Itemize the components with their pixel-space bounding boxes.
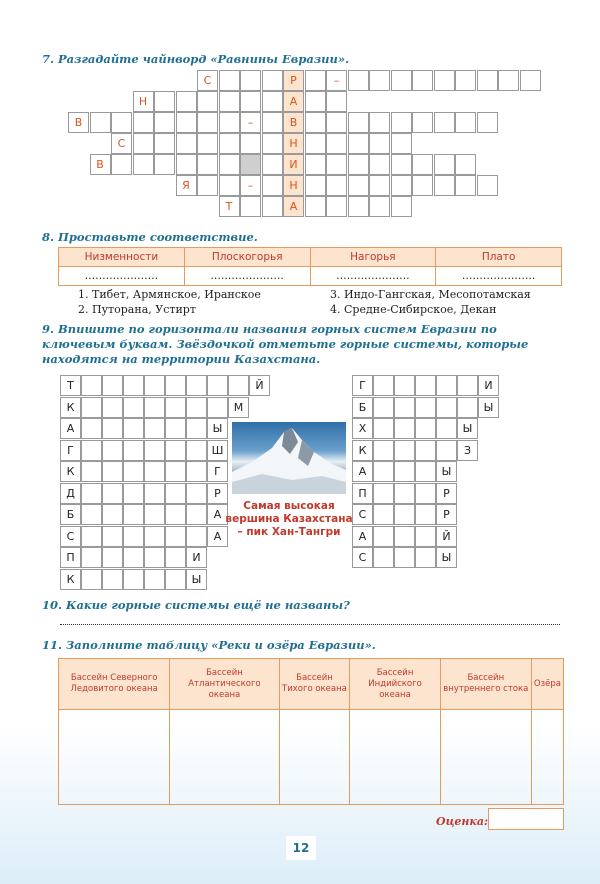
chainword-cell[interactable]	[219, 91, 240, 112]
mountain-cell[interactable]	[144, 504, 165, 525]
mountain-cell[interactable]: Б	[60, 504, 81, 525]
mountain-cell[interactable]	[394, 483, 415, 504]
mountain-cell[interactable]	[144, 461, 165, 482]
cell-atlantic[interactable]	[170, 710, 279, 805]
mountain-cell[interactable]	[165, 397, 186, 418]
mountain-cell[interactable]	[373, 504, 394, 525]
chainword-cell[interactable]	[176, 91, 197, 112]
chainword-cell[interactable]	[369, 133, 390, 154]
mountain-cell[interactable]: З	[457, 440, 478, 461]
chainword-cell[interactable]	[348, 175, 369, 196]
chainword-cell[interactable]: Т	[219, 196, 240, 217]
header-lowlands: Низменности	[59, 248, 185, 267]
mountain-cell[interactable]	[123, 504, 144, 525]
chainword-cell[interactable]	[197, 133, 218, 154]
mountain-cell[interactable]	[457, 397, 478, 418]
q10-title: 10. Какие горные системы ещё не названы?	[42, 598, 350, 612]
chainword-cell[interactable]	[133, 133, 154, 154]
chainword-cell[interactable]	[412, 112, 433, 133]
mountain-cell[interactable]: Ш	[207, 440, 228, 461]
chainword-cell[interactable]	[326, 154, 347, 175]
chainword-cell[interactable]	[477, 112, 498, 133]
photo-caption: Самая высокая вершина Казахстана – пик Хан-Тангри	[225, 500, 353, 538]
chainword-cell[interactable]	[197, 154, 218, 175]
chainword-cell[interactable]	[262, 175, 283, 196]
mountain-cell[interactable]	[394, 440, 415, 461]
mountain-cell[interactable]	[165, 440, 186, 461]
chainword-cell[interactable]	[498, 70, 519, 91]
chainword-cell[interactable]	[90, 112, 111, 133]
chainword-cell[interactable]	[133, 112, 154, 133]
mountain-cell[interactable]: И	[478, 375, 499, 396]
mountain-cell[interactable]	[144, 526, 165, 547]
header-lakes: Озёра	[531, 659, 563, 710]
mountain-cell[interactable]	[394, 504, 415, 525]
mountain-cell[interactable]: С	[60, 526, 81, 547]
mountain-cell[interactable]: И	[186, 547, 207, 568]
chainword-cell[interactable]: И	[283, 154, 304, 175]
chainword-cell[interactable]	[455, 70, 476, 91]
mountain-cell[interactable]	[81, 569, 102, 590]
chainword-cell[interactable]	[369, 154, 390, 175]
chainword-cell[interactable]	[455, 112, 476, 133]
mountain-cell[interactable]	[81, 375, 102, 396]
grade-box[interactable]	[488, 808, 564, 830]
mountain-cell[interactable]	[144, 397, 165, 418]
mountain-cell[interactable]	[144, 569, 165, 590]
chainword-cell[interactable]: В	[90, 154, 111, 175]
mountain-cell[interactable]	[144, 418, 165, 439]
q11-title: 11. Заполните таблицу «Реки и озёра Евразии».	[42, 638, 376, 652]
chainword-cell[interactable]	[391, 133, 412, 154]
cell-indian[interactable]	[350, 710, 440, 805]
mountain-cell[interactable]	[457, 375, 478, 396]
mountain-photo	[232, 422, 346, 494]
mountain-cell[interactable]	[186, 483, 207, 504]
mountain-cell[interactable]	[123, 569, 144, 590]
mountain-cell[interactable]: Т	[60, 375, 81, 396]
mountain-cell[interactable]	[373, 461, 394, 482]
mountain-cell[interactable]	[102, 569, 123, 590]
mountain-cell[interactable]: С	[352, 547, 373, 568]
chainword-cell[interactable]	[412, 154, 433, 175]
mountain-cell[interactable]: А	[207, 526, 228, 547]
mountain-cell[interactable]	[373, 483, 394, 504]
chainword-cell[interactable]	[240, 133, 261, 154]
cell-lakes[interactable]	[531, 710, 563, 805]
mountain-cell[interactable]	[228, 375, 249, 396]
matching-table	[58, 247, 562, 286]
chainword-cell[interactable]: –	[240, 175, 261, 196]
mountain-cell[interactable]: К	[60, 461, 81, 482]
chainword-cell[interactable]: Н	[283, 133, 304, 154]
mountain-cell[interactable]	[436, 375, 457, 396]
mountain-cell[interactable]	[102, 440, 123, 461]
mountain-cell[interactable]: Ы	[436, 547, 457, 568]
mountain-cell[interactable]	[123, 461, 144, 482]
header-internal: Бассейн внутреннего стока	[440, 659, 531, 710]
chainword-cell[interactable]: В	[283, 112, 304, 133]
chainword-cell[interactable]	[369, 70, 390, 91]
answer-cell-highlands[interactable]: …………………	[310, 267, 436, 286]
chainword-cell[interactable]	[412, 70, 433, 91]
chainword-cell[interactable]	[262, 70, 283, 91]
chainword-cell[interactable]	[369, 175, 390, 196]
mountain-cell[interactable]	[415, 375, 436, 396]
mountain-cell[interactable]	[436, 440, 457, 461]
chainword-cell[interactable]: Н	[283, 175, 304, 196]
mountain-cell[interactable]	[81, 440, 102, 461]
chainword-cell[interactable]	[154, 133, 175, 154]
q9-title: 9. Впишите по горизонтали названия горных систем Евразии по ключевым буквам. Звёздочкой отметьте горные системы, которые находятся на территории Казахстана.	[42, 322, 529, 366]
chainword-cell[interactable]	[240, 91, 261, 112]
chainword-cell[interactable]	[262, 133, 283, 154]
chainword-cell[interactable]	[348, 154, 369, 175]
mountain-cell[interactable]	[123, 418, 144, 439]
chainword-cell[interactable]	[391, 196, 412, 217]
mountain-cell[interactable]	[373, 375, 394, 396]
mountain-cell[interactable]	[102, 483, 123, 504]
header-atlantic: Бассейн Атлантического океана	[170, 659, 279, 710]
header-plateaus: Плато	[436, 248, 562, 267]
mountain-cell[interactable]	[144, 483, 165, 504]
chainword-cell[interactable]	[240, 154, 261, 175]
chainword-cell[interactable]	[262, 112, 283, 133]
chainword-cell[interactable]	[219, 70, 240, 91]
mountain-cell[interactable]	[207, 375, 228, 396]
mountain-cell[interactable]: Р	[436, 504, 457, 525]
mountain-cell[interactable]: К	[352, 440, 373, 461]
mountain-cell[interactable]	[394, 397, 415, 418]
mountain-cell[interactable]	[144, 547, 165, 568]
mountain-cell[interactable]	[394, 547, 415, 568]
mountain-cell[interactable]	[165, 483, 186, 504]
chainword-cell[interactable]	[219, 154, 240, 175]
mountain-cell[interactable]	[415, 483, 436, 504]
q8-title: 8. Проставьте соответствие.	[42, 230, 258, 244]
chainword-cell[interactable]	[391, 175, 412, 196]
mountain-cell[interactable]	[81, 461, 102, 482]
chainword-cell[interactable]	[520, 70, 541, 91]
chainword-cell[interactable]: Н	[133, 91, 154, 112]
mountain-cell[interactable]	[81, 483, 102, 504]
mountain-cell[interactable]	[415, 397, 436, 418]
answer-cell-plateaus-high[interactable]: …………………	[184, 267, 310, 286]
mountain-cell[interactable]: С	[352, 504, 373, 525]
chainword-cell[interactable]	[434, 154, 455, 175]
mountain-cell[interactable]	[207, 397, 228, 418]
chainword-cell[interactable]	[455, 154, 476, 175]
chainword-cell[interactable]	[176, 133, 197, 154]
mountain-cell[interactable]	[394, 418, 415, 439]
mountain-cell[interactable]: Г	[60, 440, 81, 461]
mountain-cell[interactable]: Й	[249, 375, 270, 396]
mountain-cell[interactable]: А	[352, 526, 373, 547]
chainword-cell[interactable]	[305, 154, 326, 175]
mountain-cell[interactable]: Ы	[186, 569, 207, 590]
mountain-cell[interactable]	[415, 504, 436, 525]
mountain-cell[interactable]	[81, 547, 102, 568]
mountain-cell[interactable]: Р	[207, 483, 228, 504]
header-indian: Бассейн Индийского океана	[350, 659, 440, 710]
chainword-cell[interactable]	[305, 70, 326, 91]
option-2: 2. Путорана, Устирт	[78, 303, 196, 316]
mountain-cell[interactable]: Г	[352, 375, 373, 396]
mountain-cell[interactable]: Г	[207, 461, 228, 482]
mountain-cell[interactable]	[123, 547, 144, 568]
chainword-cell[interactable]	[111, 112, 132, 133]
mountain-cell[interactable]	[165, 526, 186, 547]
mountain-cell[interactable]: Ы	[457, 418, 478, 439]
mountain-cell[interactable]	[123, 440, 144, 461]
mountain-cell[interactable]	[436, 397, 457, 418]
chainword-cell[interactable]: А	[283, 196, 304, 217]
mountain-cell[interactable]	[436, 418, 457, 439]
mountain-cell[interactable]	[394, 375, 415, 396]
mountain-cell[interactable]	[186, 526, 207, 547]
mountain-cell[interactable]	[165, 547, 186, 568]
mountain-cell[interactable]	[186, 504, 207, 525]
mountain-cell[interactable]	[102, 461, 123, 482]
mountain-cell[interactable]: П	[352, 483, 373, 504]
mountain-cell[interactable]	[123, 526, 144, 547]
mountain-cell[interactable]: Ы	[207, 418, 228, 439]
mountain-cell[interactable]	[394, 526, 415, 547]
chainword-cell[interactable]	[326, 196, 347, 217]
mountain-cell[interactable]	[102, 547, 123, 568]
chainword-cell[interactable]: –	[326, 70, 347, 91]
chainword-cell[interactable]	[219, 175, 240, 196]
chainword-cell[interactable]: –	[240, 112, 261, 133]
chainword-cell[interactable]	[348, 196, 369, 217]
chainword-cell[interactable]	[219, 133, 240, 154]
chainword-cell[interactable]	[391, 154, 412, 175]
chainword-cell[interactable]	[176, 112, 197, 133]
chainword-cell[interactable]	[262, 196, 283, 217]
mountain-cell[interactable]	[102, 418, 123, 439]
chainword-cell[interactable]	[348, 133, 369, 154]
mountain-cell[interactable]	[415, 547, 436, 568]
chainword-cell[interactable]: В	[68, 112, 89, 133]
cell-arctic[interactable]	[59, 710, 170, 805]
mountain-cell[interactable]: Ы	[478, 397, 499, 418]
chainword-cell[interactable]	[219, 112, 240, 133]
chainword-cell[interactable]	[326, 133, 347, 154]
mountain-cell[interactable]	[186, 418, 207, 439]
chainword-cell[interactable]	[197, 175, 218, 196]
chainword-cell[interactable]	[326, 112, 347, 133]
chainword-cell[interactable]	[434, 175, 455, 196]
mountain-cell[interactable]	[123, 483, 144, 504]
chainword-cell[interactable]	[305, 133, 326, 154]
answer-cell-plateaus[interactable]: …………………	[436, 267, 562, 286]
mountain-cell[interactable]	[81, 418, 102, 439]
answer-line[interactable]	[60, 618, 560, 625]
mountain-cell[interactable]	[373, 418, 394, 439]
chainword-cell[interactable]	[240, 70, 261, 91]
chainword-cell[interactable]	[326, 91, 347, 112]
mountain-cell[interactable]: М	[228, 397, 249, 418]
mountain-cell[interactable]: К	[60, 569, 81, 590]
mountain-cell[interactable]	[165, 418, 186, 439]
chainword-cell[interactable]	[176, 154, 197, 175]
mountain-cell[interactable]	[102, 397, 123, 418]
chainword-cell[interactable]	[348, 70, 369, 91]
chainword-cell[interactable]	[477, 70, 498, 91]
chainword-cell[interactable]	[434, 70, 455, 91]
mountain-cell[interactable]: Р	[436, 483, 457, 504]
mountain-cell[interactable]	[123, 397, 144, 418]
chainword-cell[interactable]	[326, 175, 347, 196]
chainword-cell[interactable]	[391, 112, 412, 133]
mountain-cell[interactable]	[373, 547, 394, 568]
chainword-cell[interactable]	[369, 112, 390, 133]
mountain-cell[interactable]: П	[60, 547, 81, 568]
mountain-cell[interactable]: Х	[352, 418, 373, 439]
chainword-cell[interactable]	[154, 154, 175, 175]
mountain-cell[interactable]: А	[207, 504, 228, 525]
mountain-cell[interactable]	[102, 526, 123, 547]
mountain-cell[interactable]	[373, 526, 394, 547]
header-arctic: Бассейн Северного Ледовитого океана	[59, 659, 170, 710]
mountain-cell[interactable]	[81, 526, 102, 547]
chainword-cell[interactable]: С	[197, 70, 218, 91]
chainword-cell[interactable]	[455, 175, 476, 196]
mountain-cell[interactable]	[102, 504, 123, 525]
cell-internal[interactable]	[440, 710, 531, 805]
chainword-cell[interactable]	[111, 154, 132, 175]
chainword-cell[interactable]	[154, 112, 175, 133]
header-plateaus-high: Плоскогорья	[184, 248, 310, 267]
grade-label: Оценка:	[436, 815, 489, 828]
chainword-cell[interactable]	[154, 91, 175, 112]
header-pacific: Бассейн Тихого океана	[279, 659, 350, 710]
option-4: 4. Средне-Сибирское, Декан	[330, 303, 497, 316]
mountain-cell[interactable]	[165, 504, 186, 525]
mountain-cell[interactable]: Ы	[436, 461, 457, 482]
chainword-cell[interactable]: С	[111, 133, 132, 154]
chainword-cell[interactable]	[369, 196, 390, 217]
chainword-cell[interactable]	[434, 112, 455, 133]
header-highlands: Нагорья	[310, 248, 436, 267]
chainword-cell[interactable]	[262, 154, 283, 175]
mountain-cell[interactable]	[123, 375, 144, 396]
mountain-cell[interactable]: Д	[60, 483, 81, 504]
mountain-cell[interactable]	[373, 440, 394, 461]
cell-pacific[interactable]	[279, 710, 350, 805]
mountain-cell[interactable]	[415, 418, 436, 439]
chainword-cell[interactable]	[305, 112, 326, 133]
chainword-cell[interactable]	[305, 196, 326, 217]
chainword-cell[interactable]	[391, 70, 412, 91]
mountain-cell[interactable]	[373, 397, 394, 418]
mountain-cell[interactable]	[186, 375, 207, 396]
mountain-cell[interactable]	[144, 440, 165, 461]
chainword-cell[interactable]	[305, 175, 326, 196]
mountain-cell[interactable]	[165, 461, 186, 482]
rivers-lakes-table	[58, 658, 564, 805]
mountain-cell[interactable]: Й	[436, 526, 457, 547]
mountain-cell[interactable]: А	[60, 418, 81, 439]
mountain-cell[interactable]	[81, 504, 102, 525]
option-1: 1. Тибет, Армянское, Иранское	[78, 288, 261, 301]
option-3: 3. Индо-Гангская, Месопотамская	[330, 288, 531, 301]
page-number: 12	[286, 836, 316, 860]
answer-cell-lowlands[interactable]: …………………	[59, 267, 185, 286]
chainword-cell[interactable]	[262, 91, 283, 112]
mountain-cell[interactable]	[165, 569, 186, 590]
mountain-cell[interactable]	[415, 440, 436, 461]
mountain-cell[interactable]: А	[352, 461, 373, 482]
mountain-cell[interactable]	[144, 375, 165, 396]
chainword-cell[interactable]	[305, 91, 326, 112]
chainword-cell[interactable]	[197, 91, 218, 112]
mountain-cell[interactable]	[81, 397, 102, 418]
chainword-cell[interactable]	[197, 112, 218, 133]
chainword-cell[interactable]	[133, 154, 154, 175]
mountain-cell[interactable]	[102, 375, 123, 396]
chainword-cell[interactable]	[477, 175, 498, 196]
chainword-cell[interactable]: Р	[283, 70, 304, 91]
q7-title: 7. Разгадайте чайнворд «Равнины Евразии».	[42, 52, 350, 66]
mountain-cell[interactable]	[165, 375, 186, 396]
chainword-cell[interactable]	[412, 175, 433, 196]
chainword-cell[interactable]: Я	[176, 175, 197, 196]
chainword-cell[interactable]	[240, 196, 261, 217]
mountain-cell[interactable]	[394, 461, 415, 482]
mountain-cell[interactable]	[415, 526, 436, 547]
chainword-cell[interactable]: А	[283, 91, 304, 112]
mountain-cell[interactable]: Б	[352, 397, 373, 418]
mountain-cell[interactable]	[415, 461, 436, 482]
mountain-cell[interactable]	[186, 440, 207, 461]
mountain-cell[interactable]: К	[60, 397, 81, 418]
chainword-cell[interactable]	[348, 112, 369, 133]
mountain-cell[interactable]	[186, 461, 207, 482]
mountain-cell[interactable]	[186, 397, 207, 418]
